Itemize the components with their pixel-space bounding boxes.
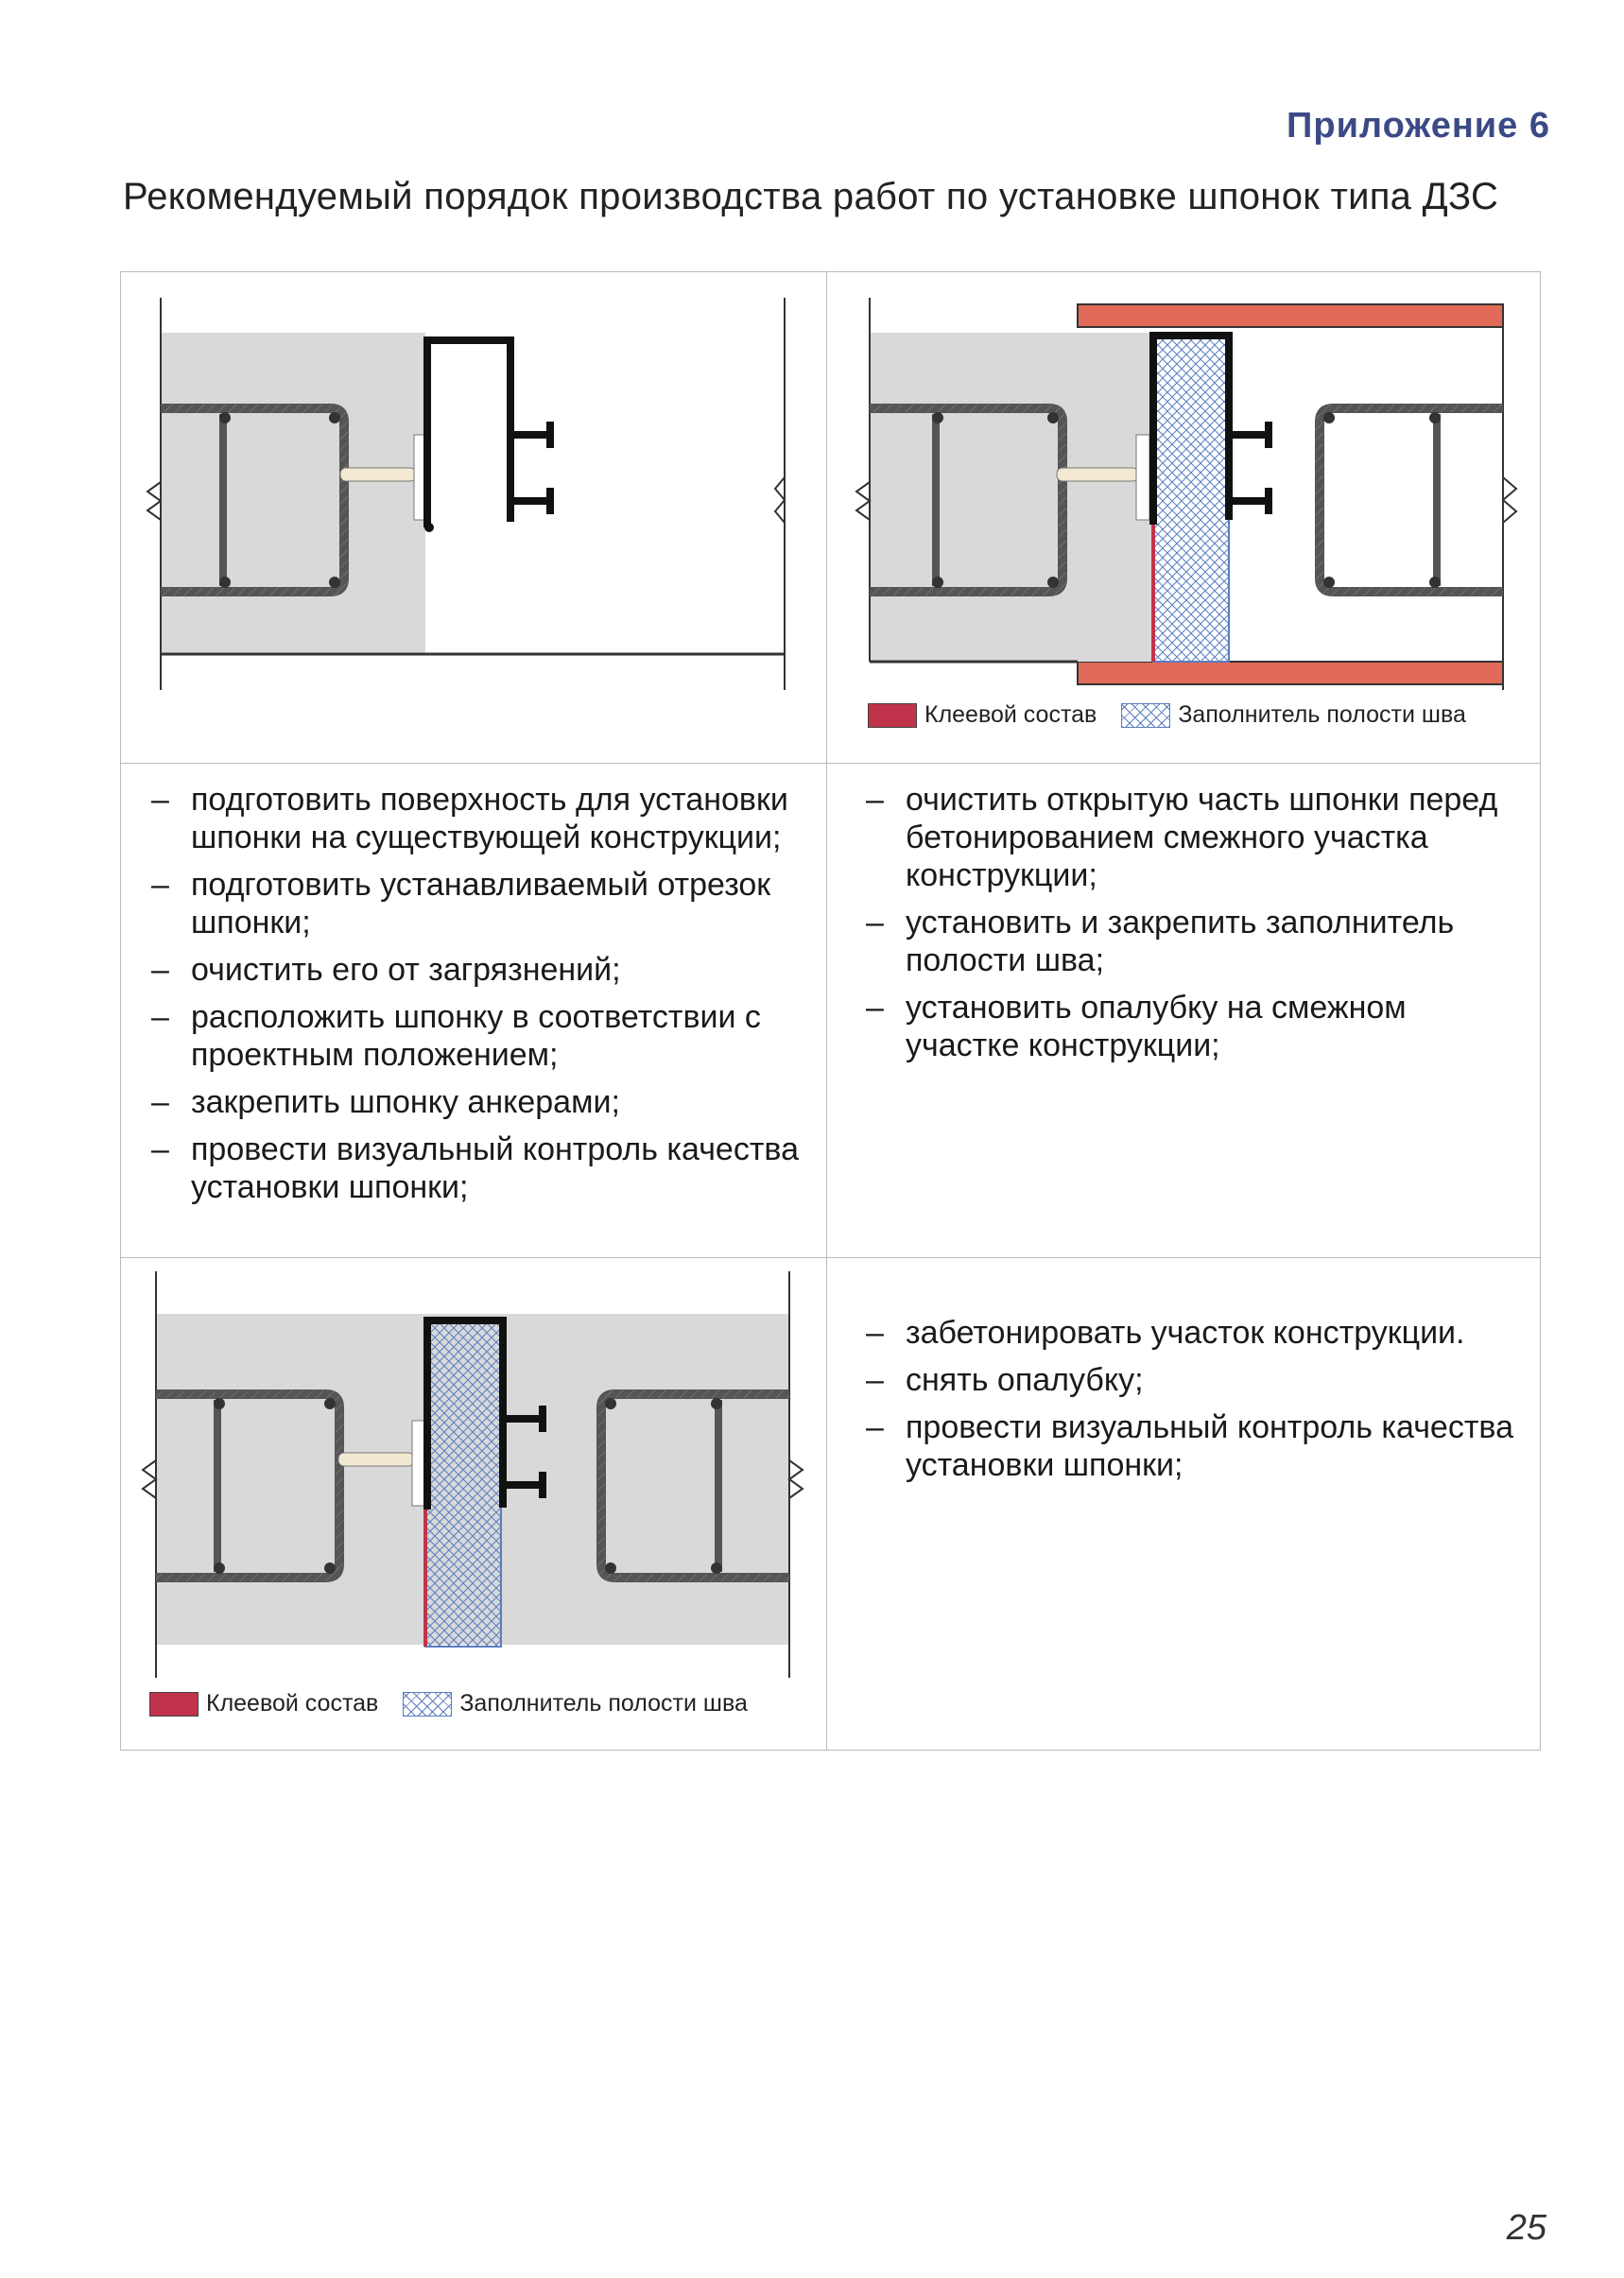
appendix-label: Приложение 6 xyxy=(1287,106,1550,146)
table-divider-row2 xyxy=(120,1257,1541,1258)
list-item: – закрепить шпонку анкерами; xyxy=(151,1084,620,1120)
table-divider-vertical xyxy=(826,271,827,1751)
list-item: – очистить его от загрязнений; xyxy=(151,952,621,988)
list-item: – подготовить поверхность для установки шпонки на существующей конструкции; xyxy=(151,782,788,855)
list-item: – очистить открытую часть шпонки перед бетонированием смежного участка конструкции; xyxy=(866,782,1498,893)
legend-glue-label: Клеевой состав xyxy=(206,1690,379,1717)
page-number: 25 xyxy=(1506,2208,1546,2248)
diagram-stage1-anchored-waterstop xyxy=(132,284,813,690)
list-item: – установить опалубку на смежном участке конструкции; xyxy=(866,990,1407,1063)
list-item: – снять опалубку; xyxy=(866,1362,1144,1398)
steps-stage3 xyxy=(866,1314,1528,1493)
legend-glue-swatch xyxy=(868,703,917,728)
list-item: – расположить шпонку в соответствии с проектным положением; xyxy=(151,999,761,1073)
legend-filler-swatch xyxy=(1121,703,1170,728)
page-title: Рекомендуемый порядок производства работ по установке шпонок типа ДЗС xyxy=(123,176,1499,217)
legend-glue-swatch xyxy=(149,1692,199,1717)
diagram-stage3-concreted-joint xyxy=(132,1271,813,1687)
legend-filler-swatch xyxy=(403,1692,452,1717)
list-item: – забетонировать участок конструкции. xyxy=(866,1315,1465,1351)
legend-filler-label: Заполнитель полости шва xyxy=(459,1690,748,1717)
legend-filler-label: Заполнитель полости шва xyxy=(1178,701,1466,728)
list-item: – подготовить устанавливаемый отрезок шпонки; xyxy=(151,867,771,941)
steps-stage2 xyxy=(866,781,1528,1074)
legend-glue-label: Клеевой состав xyxy=(924,701,1097,728)
list-item: – провести визуальный контроль качества установки шпонки; xyxy=(866,1409,1513,1483)
list-item: – провести визуальный контроль качества установки шпонки; xyxy=(151,1131,799,1205)
legend-stage2 xyxy=(868,701,1466,729)
legend-stage3 xyxy=(149,1690,748,1717)
list-item: – установить и закрепить заполнитель полости шва; xyxy=(866,905,1455,978)
table-divider-row1 xyxy=(120,763,1541,764)
diagram-stage2-filler-formwork xyxy=(841,284,1527,699)
steps-stage1 xyxy=(151,781,813,1216)
